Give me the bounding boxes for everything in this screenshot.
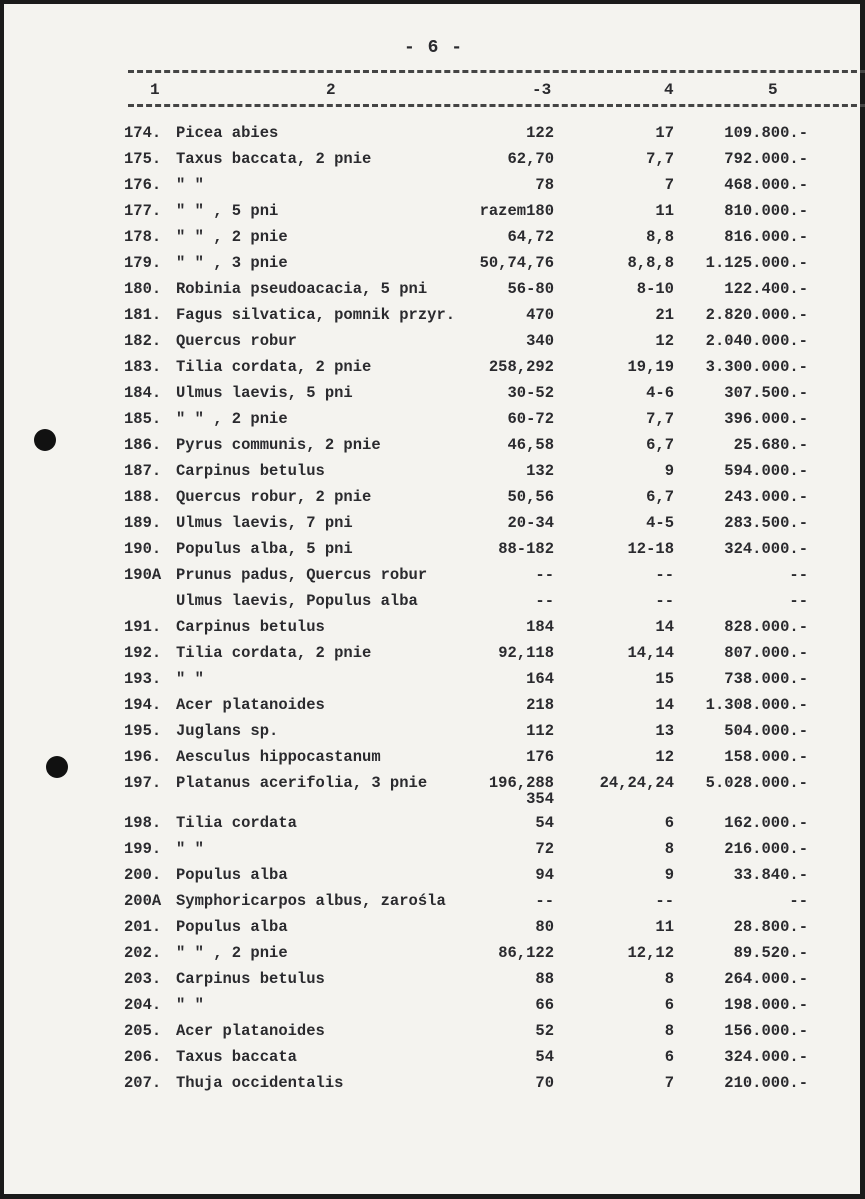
table-row: [4, 866, 860, 890]
table-row: [4, 280, 860, 304]
tree-height: 6,7: [646, 436, 674, 454]
row-number: 205.: [124, 1022, 162, 1040]
trunk-diameter: 122: [526, 124, 554, 142]
row-number: 188.: [124, 488, 162, 506]
table-row: [4, 514, 860, 538]
tree-value: 468.000.-: [724, 176, 808, 194]
table-row: [4, 254, 860, 278]
tree-value: 3.300.000.-: [705, 358, 808, 376]
tree-height: 7: [664, 1074, 674, 1092]
tree-value: 792.000.-: [724, 150, 808, 168]
table-row: [4, 1048, 860, 1072]
row-number: 203.: [124, 970, 162, 988]
table-row: [4, 566, 860, 590]
row-number: 189.: [124, 514, 162, 532]
trunk-diameter: 184: [526, 618, 554, 636]
row-number: 182.: [124, 332, 162, 350]
species-name: Pyrus communis, 2 pnie: [176, 436, 381, 454]
tree-value: 198.000.-: [724, 996, 808, 1014]
tree-height: 6: [664, 814, 674, 832]
row-number: 199.: [124, 840, 162, 858]
tree-height: 7,7: [646, 150, 674, 168]
species-name: Robinia pseudoacacia, 5 pni: [176, 280, 428, 298]
table-row: [4, 618, 860, 642]
row-number: 190A: [124, 566, 162, 584]
species-name: " ": [176, 840, 204, 858]
tree-value: 828.000.-: [724, 618, 808, 636]
row-number: 185.: [124, 410, 162, 428]
row-number: 207.: [124, 1074, 162, 1092]
row-number: 179.: [124, 254, 162, 272]
trunk-diameter: 88: [535, 970, 554, 988]
row-number: 191.: [124, 618, 162, 636]
tree-height: 11: [655, 202, 674, 220]
trunk-diameter: 66: [535, 996, 554, 1014]
trunk-diameter: 92,118: [498, 644, 554, 662]
header-col-2: 2: [326, 81, 336, 99]
row-number: 180.: [124, 280, 162, 298]
trunk-diameter: 62,70: [507, 150, 554, 168]
tree-value: 158.000.-: [724, 748, 808, 766]
table-row: [4, 124, 860, 148]
tree-value: 807.000.-: [724, 644, 808, 662]
header-col-3: -3: [532, 81, 552, 99]
species-name: " ": [176, 996, 204, 1014]
tree-value: 5.028.000.-: [705, 774, 808, 792]
species-name: " ": [176, 176, 204, 194]
trunk-diameter: 50,74,76: [479, 254, 554, 272]
trunk-diameter: 470: [526, 306, 554, 324]
species-name: " " , 3 pnie: [176, 254, 288, 272]
species-name: Thuja occidentalis: [176, 1074, 344, 1092]
tree-value: 1.125.000.-: [705, 254, 808, 272]
table-row: [4, 1022, 860, 1046]
tree-height: 11: [655, 918, 674, 936]
header-col-4: 4: [664, 81, 674, 99]
tree-value: 28.800.-: [733, 918, 808, 936]
table-row: [4, 644, 860, 668]
tree-height: 15: [655, 670, 674, 688]
tree-height: 6: [664, 996, 674, 1014]
trunk-diameter: 54: [535, 1048, 554, 1066]
trunk-diameter: 30-52: [507, 384, 554, 402]
species-name: Taxus baccata, 2 pnie: [176, 150, 372, 168]
tree-height: 14: [655, 618, 674, 636]
row-number: 193.: [124, 670, 162, 688]
tree-value: 210.000.-: [724, 1074, 808, 1092]
tree-value: 283.500.-: [724, 514, 808, 532]
species-name: Juglans sp.: [176, 722, 279, 740]
table-row: [4, 840, 860, 864]
species-name: Taxus baccata: [176, 1048, 297, 1066]
trunk-diameter: 78: [535, 176, 554, 194]
tree-height: 8: [664, 1022, 674, 1040]
species-name: Quercus robur, 2 pnie: [176, 488, 372, 506]
species-name: Carpinus betulus: [176, 970, 325, 988]
trunk-diameter: 340: [526, 332, 554, 350]
table-row: [4, 722, 860, 746]
trunk-diameter: 164: [526, 670, 554, 688]
trunk-diameter: 20-34: [507, 514, 554, 532]
tree-value: 243.000.-: [724, 488, 808, 506]
trunk-diameter: --: [535, 592, 554, 610]
species-name: Prunus padus, Quercus robur: [176, 566, 428, 584]
tree-value: 25.680.-: [733, 436, 808, 454]
tree-height: 6,7: [646, 488, 674, 506]
tree-height: 6: [664, 1048, 674, 1066]
row-number: 177.: [124, 202, 162, 220]
table-row: [4, 488, 860, 512]
row-number: 192.: [124, 644, 162, 662]
tree-height: 12: [655, 748, 674, 766]
table-row: [4, 892, 860, 916]
tree-height: --: [655, 592, 674, 610]
tree-value: 109.800.-: [724, 124, 808, 142]
trunk-diameter: 80: [535, 918, 554, 936]
row-number: 184.: [124, 384, 162, 402]
header-col-1: 1: [150, 81, 160, 99]
row-number: 200.: [124, 866, 162, 884]
tree-value: 810.000.-: [724, 202, 808, 220]
tree-value: 264.000.-: [724, 970, 808, 988]
tree-value: 2.040.000.-: [705, 332, 808, 350]
row-number: 195.: [124, 722, 162, 740]
trunk-diameter: 112: [526, 722, 554, 740]
tree-height: --: [655, 566, 674, 584]
tree-value: 324.000.-: [724, 1048, 808, 1066]
tree-height: 9: [664, 462, 674, 480]
trunk-diameter: 54: [535, 814, 554, 832]
species-name: Symphoricarpos albus, zarośla: [176, 892, 446, 910]
trunk-diameter-continued: 354: [526, 790, 554, 808]
species-name: Quercus robur: [176, 332, 297, 350]
species-name: Tilia cordata, 2 pnie: [176, 644, 372, 662]
tree-height: 8: [664, 970, 674, 988]
tree-value: 89.520.-: [733, 944, 808, 962]
species-name: Ulmus laevis, 7 pni: [176, 514, 353, 532]
species-name: Picea abies: [176, 124, 279, 142]
tree-height: 12-18: [627, 540, 674, 558]
tree-height: 7,7: [646, 410, 674, 428]
tree-value: 1.308.000.-: [705, 696, 808, 714]
trunk-diameter: 52: [535, 1022, 554, 1040]
tree-value: --: [789, 592, 808, 610]
trunk-diameter: 64,72: [507, 228, 554, 246]
page-number: - 6 -: [404, 38, 464, 58]
tree-value: 156.000.-: [724, 1022, 808, 1040]
table-row: [4, 670, 860, 694]
species-name: " " , 2 pnie: [176, 410, 288, 428]
table-row: [4, 696, 860, 720]
table-row: [4, 540, 860, 564]
table-row: [4, 358, 860, 382]
tree-height: 8,8,8: [627, 254, 674, 272]
trunk-diameter: 94: [535, 866, 554, 884]
species-name: Populus alba: [176, 866, 288, 884]
tree-height: 14,14: [627, 644, 674, 662]
tree-height: 8: [664, 840, 674, 858]
table-row: [4, 944, 860, 968]
tree-height: 4-6: [646, 384, 674, 402]
tree-height: --: [655, 892, 674, 910]
tree-height: 9: [664, 866, 674, 884]
table-row: [4, 462, 860, 486]
table-row: [4, 384, 860, 408]
row-number: 202.: [124, 944, 162, 962]
row-number: 178.: [124, 228, 162, 246]
table-row: [4, 592, 860, 616]
table-row: [4, 176, 860, 200]
species-name: " " , 2 pnie: [176, 944, 288, 962]
trunk-diameter: 86,122: [498, 944, 554, 962]
tree-height: 14: [655, 696, 674, 714]
trunk-diameter: 132: [526, 462, 554, 480]
species-name: " " , 5 pni: [176, 202, 279, 220]
tree-value: 738.000.-: [724, 670, 808, 688]
tree-height: 12: [655, 332, 674, 350]
table-row: [4, 1074, 860, 1098]
row-number: 204.: [124, 996, 162, 1014]
table-row: [4, 306, 860, 330]
species-name: " " , 2 pnie: [176, 228, 288, 246]
species-name: Fagus silvatica, pomnik przyr.: [176, 306, 456, 324]
table-row: [4, 332, 860, 356]
tree-value: 594.000.-: [724, 462, 808, 480]
species-name: Tilia cordata, 2 pnie: [176, 358, 372, 376]
tree-value: 504.000.-: [724, 722, 808, 740]
tree-value: 396.000.-: [724, 410, 808, 428]
table-row: [4, 410, 860, 434]
table-row: [4, 996, 860, 1020]
trunk-diameter: 50,56: [507, 488, 554, 506]
tree-height: 8-10: [636, 280, 674, 298]
tree-height: 4-5: [646, 514, 674, 532]
table-row: [4, 436, 860, 460]
row-number: 198.: [124, 814, 162, 832]
trunk-diameter: 60-72: [507, 410, 554, 428]
trunk-diameter: 196,288: [488, 774, 554, 792]
row-number: 200A: [124, 892, 162, 910]
row-number: 183.: [124, 358, 162, 376]
tree-value: --: [789, 892, 808, 910]
trunk-diameter: 70: [535, 1074, 554, 1092]
tree-value: 816.000.-: [724, 228, 808, 246]
species-name: Platanus acerifolia, 3 pnie: [176, 774, 428, 792]
trunk-diameter: 46,58: [507, 436, 554, 454]
table-row: [4, 228, 860, 252]
row-number: 206.: [124, 1048, 162, 1066]
species-name: Aesculus hippocastanum: [176, 748, 381, 766]
row-number: 186.: [124, 436, 162, 454]
trunk-diameter: --: [535, 892, 554, 910]
row-number: 201.: [124, 918, 162, 936]
table-row: [4, 918, 860, 942]
species-name: Acer platanoides: [176, 696, 325, 714]
tree-value: 162.000.-: [724, 814, 808, 832]
row-number: 197.: [124, 774, 162, 792]
table-row: [4, 814, 860, 838]
species-name: " ": [176, 670, 204, 688]
trunk-diameter: 56-80: [507, 280, 554, 298]
trunk-diameter: razem180: [479, 202, 554, 220]
row-number: 194.: [124, 696, 162, 714]
tree-value: --: [789, 566, 808, 584]
species-name: Carpinus betulus: [176, 462, 325, 480]
trunk-diameter: 218: [526, 696, 554, 714]
trunk-diameter: 72: [535, 840, 554, 858]
document-page: [4, 4, 860, 1194]
table-row: [4, 748, 860, 772]
species-name: Tilia cordata: [176, 814, 297, 832]
trunk-diameter: 258,292: [488, 358, 554, 376]
species-name: Populus alba, 5 pni: [176, 540, 353, 558]
trunk-diameter: 88-182: [498, 540, 554, 558]
row-number: 176.: [124, 176, 162, 194]
row-number: 187.: [124, 462, 162, 480]
tree-height: 17: [655, 124, 674, 142]
tree-height: 19,19: [627, 358, 674, 376]
species-name: Ulmus laevis, 5 pni: [176, 384, 353, 402]
tree-height: 13: [655, 722, 674, 740]
table-row: [4, 774, 860, 808]
trunk-diameter: --: [535, 566, 554, 584]
tree-value: 122.400.-: [724, 280, 808, 298]
species-name: Acer platanoides: [176, 1022, 325, 1040]
tree-value: 33.840.-: [733, 866, 808, 884]
table-row: [4, 970, 860, 994]
tree-value: 324.000.-: [724, 540, 808, 558]
tree-height: 12,12: [627, 944, 674, 962]
row-number: 175.: [124, 150, 162, 168]
row-number: 181.: [124, 306, 162, 324]
species-name: Ulmus laevis, Populus alba: [176, 592, 418, 610]
tree-value: 307.500.-: [724, 384, 808, 402]
tree-height: 24,24,24: [599, 774, 674, 792]
tree-height: 7: [664, 176, 674, 194]
tree-height: 21: [655, 306, 674, 324]
row-number: 174.: [124, 124, 162, 142]
tree-value: 216.000.-: [724, 840, 808, 858]
row-number: 190.: [124, 540, 162, 558]
header-col-5: 5: [768, 81, 778, 99]
tree-height: 8,8: [646, 228, 674, 246]
header-rule-top: [128, 70, 865, 73]
trunk-diameter: 176: [526, 748, 554, 766]
table-row: [4, 202, 860, 226]
tree-value: 2.820.000.-: [705, 306, 808, 324]
table-row: [4, 150, 860, 174]
header-rule-bottom: [128, 104, 865, 107]
species-name: Carpinus betulus: [176, 618, 325, 636]
species-name: Populus alba: [176, 918, 288, 936]
row-number: 196.: [124, 748, 162, 766]
